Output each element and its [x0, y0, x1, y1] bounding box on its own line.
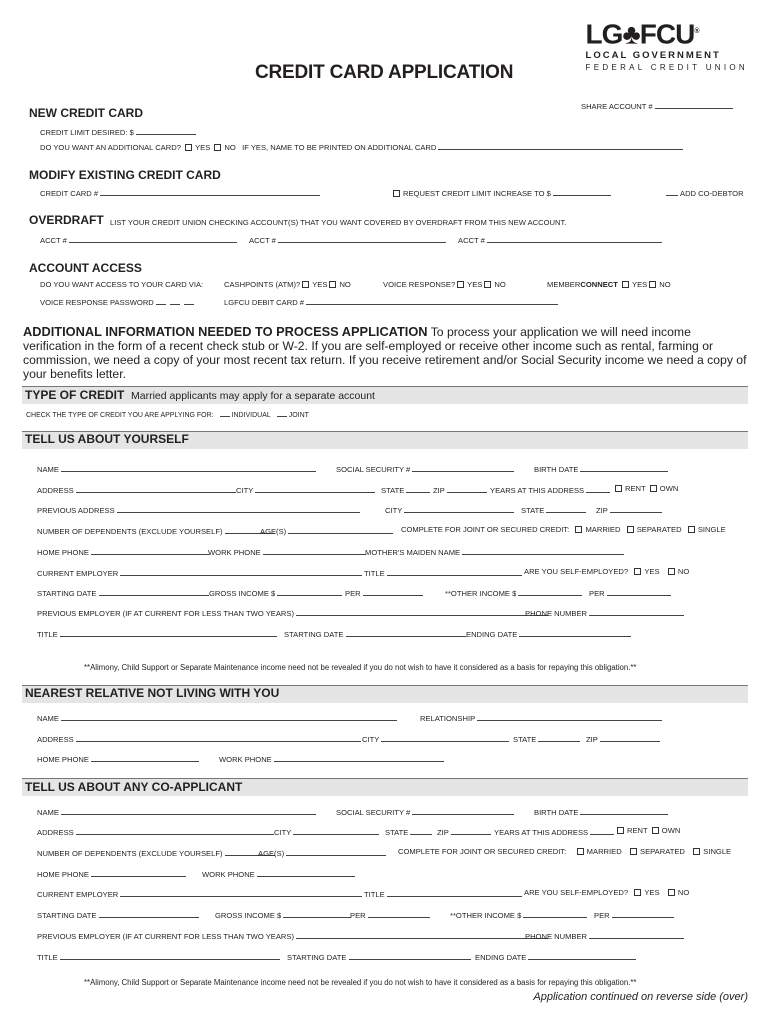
acct-label: ACCT #: [40, 236, 67, 245]
ending-date-field[interactable]: [466, 628, 633, 639]
additional-info-text: To process your application we will need income verification in the form of a recent check stub or W-2. If you are self-employed or receive other income such as rental, farming or commission, we need a copy of your most recent tax return. If you receive retirement and/or Social Security income we need a copy of your benefits letter.: [23, 325, 747, 381]
starting-date-label: STARTING DATE: [287, 953, 347, 962]
co-job-title-field[interactable]: [37, 951, 282, 962]
relative-state-field[interactable]: [513, 733, 582, 744]
complete-label: COMPLETE FOR JOINT OR SECURED CREDIT:: [401, 525, 570, 534]
starting-date-label: STARTING DATE: [37, 589, 97, 598]
maiden-name-field[interactable]: [365, 546, 626, 557]
prev-employer-label: PREVIOUS EMPLOYER (IF AT CURRENT FOR LESS THAN TWO YEARS): [37, 609, 294, 618]
registered-mark: ®: [694, 28, 699, 35]
starting-date-label: STARTING DATE: [37, 911, 97, 920]
increase-amount[interactable]: [553, 187, 611, 196]
home-phone-label: HOME PHONE: [37, 755, 89, 764]
own-checkbox[interactable]: [652, 827, 659, 834]
relative-name-field[interactable]: [37, 712, 399, 723]
footer-note: Application continued on reverse side (over): [533, 991, 748, 1003]
debit-card-label: LGFCU DEBIT CARD #: [224, 298, 305, 307]
co-title-field[interactable]: [364, 888, 524, 899]
married-label: MARRIED: [585, 525, 621, 534]
address-label: ADDRESS: [37, 735, 74, 744]
yes-label: YES: [632, 280, 648, 289]
increase-label: REQUEST CREDIT LIMIT INCREASE TO $: [403, 189, 551, 198]
additional-name-label: IF YES, NAME TO BE PRINTED ON ADDITIONAL CARD: [242, 143, 437, 152]
no-label: NO: [659, 280, 671, 289]
no-label: NO: [224, 143, 236, 152]
separated-checkbox[interactable]: [630, 848, 637, 855]
no-label: NO: [339, 280, 351, 289]
yourself-heading: TELL US ABOUT YOURSELF: [25, 432, 189, 446]
cashpoints-label: CASHPOINTS (ATM)?: [224, 280, 301, 289]
home-phone-field[interactable]: [37, 546, 211, 557]
state-label: STATE: [381, 486, 405, 495]
memberconnect-row: [547, 280, 671, 289]
cashpoints-row: [224, 280, 351, 289]
co-ending-date-field[interactable]: [475, 951, 638, 962]
other-per-field[interactable]: [589, 587, 673, 598]
limit-increase-field: [391, 187, 613, 198]
co-name-field[interactable]: [37, 806, 318, 817]
new-card-heading: NEW CREDIT CARD: [29, 106, 143, 120]
title-label: TITLE: [37, 953, 58, 962]
city-label: CITY: [274, 828, 292, 837]
city-label: CITY: [362, 735, 380, 744]
type-of-credit-title: [25, 388, 375, 402]
self-employed-label: ARE YOU SELF-EMPLOYED?: [524, 888, 629, 897]
member-label: MEMBER: [547, 280, 581, 289]
no-checkbox[interactable]: [329, 281, 336, 288]
relative-city-field[interactable]: [362, 733, 511, 744]
zip-field[interactable]: [433, 484, 489, 495]
phone-number-label: PHONE NUMBER: [525, 932, 588, 941]
additional-card-question: DO YOU WANT AN ADDITIONAL CARD?: [40, 143, 181, 152]
relative-work-phone-field[interactable]: [219, 753, 446, 764]
married-checkbox[interactable]: [577, 848, 584, 855]
share-account-field[interactable]: [581, 100, 735, 111]
acct-field-3[interactable]: [458, 234, 664, 245]
no-checkbox[interactable]: [484, 281, 491, 288]
access-heading: ACCOUNT ACCESS: [29, 261, 142, 275]
address-label: ADDRESS: [37, 828, 74, 837]
ending-date-label: ENDING DATE: [475, 953, 527, 962]
overdraft-heading: OVERDRAFT: [29, 213, 104, 227]
co-phone-number-field[interactable]: [525, 930, 686, 941]
joint-label: JOINT: [288, 412, 309, 419]
additional-card-row: [40, 141, 685, 152]
ages-field[interactable]: [260, 525, 395, 536]
per-label: PER: [589, 589, 605, 598]
years-field[interactable]: [490, 484, 612, 495]
additional-info-heading: ADDITIONAL INFORMATION NEEDED TO PROCESS APPLICATION: [23, 324, 428, 339]
job-title-field[interactable]: [37, 628, 279, 639]
complete-label: COMPLETE FOR JOINT OR SECURED CREDIT:: [398, 847, 567, 856]
co-zip-field[interactable]: [437, 826, 493, 837]
yes-checkbox[interactable]: [302, 281, 309, 288]
increase-checkbox[interactable]: [393, 190, 400, 197]
city-label: CITY: [236, 486, 254, 495]
other-income-label: **OTHER INCOME $: [445, 589, 517, 598]
name-label: NAME: [37, 465, 59, 474]
rent-label: RENT: [627, 826, 648, 835]
city-field[interactable]: [236, 484, 377, 495]
prev-city-field[interactable]: [385, 504, 516, 515]
ages-label: AGE(S): [258, 849, 285, 858]
acct-field-1[interactable]: [40, 234, 239, 245]
no-label: NO: [494, 280, 506, 289]
home-phone-label: HOME PHONE: [37, 870, 89, 879]
work-phone-field[interactable]: [208, 546, 368, 557]
address-field[interactable]: [37, 484, 238, 495]
years-label: YEARS AT THIS ADDRESS: [494, 828, 589, 837]
logo-mark: LG♣FCU: [585, 18, 695, 50]
work-phone-label: WORK PHONE: [202, 870, 255, 879]
other-income-field[interactable]: [445, 587, 584, 598]
logo-line1: LOCAL GOVERNMENT: [585, 50, 721, 62]
acct-label: ACCT #: [249, 236, 276, 245]
dependents-field[interactable]: [37, 525, 277, 536]
share-account-label: SHARE ACCOUNT #: [581, 102, 653, 111]
work-phone-label: WORK PHONE: [219, 755, 272, 764]
birth-date-label: BIRTH DATE: [534, 808, 579, 817]
address-label: ADDRESS: [37, 486, 74, 495]
yes-label: YES: [644, 888, 660, 897]
employer-label: CURRENT EMPLOYER: [37, 890, 119, 899]
separated-label: SEPARATED: [640, 847, 685, 856]
co-per-field[interactable]: [350, 909, 432, 920]
type-of-credit-heading: TYPE OF CREDIT: [25, 388, 125, 402]
ssn-label: SOCIAL SECURITY #: [336, 465, 411, 474]
co-ages-field[interactable]: [258, 847, 388, 858]
co-work-phone-field[interactable]: [202, 868, 357, 879]
ssn-label: SOCIAL SECURITY #: [336, 808, 411, 817]
single-checkbox[interactable]: [693, 848, 700, 855]
lgfcu-logo: [586, 18, 748, 72]
rent-label: RENT: [625, 484, 646, 493]
name-field[interactable]: [37, 463, 318, 474]
separated-label: SEPARATED: [636, 525, 682, 534]
relative-address-field[interactable]: [37, 733, 363, 744]
relationship-field[interactable]: [420, 712, 664, 723]
voice-password-label: VOICE RESPONSE PASSWORD: [40, 298, 154, 307]
single-label: SINGLE: [697, 525, 726, 534]
separated-checkbox[interactable]: [627, 526, 634, 533]
credit-card-number-field[interactable]: [40, 187, 322, 198]
no-label: NO: [677, 888, 690, 897]
ending-date-label: ENDING DATE: [466, 630, 518, 639]
per-field[interactable]: [345, 587, 425, 598]
co-state-field[interactable]: [385, 826, 434, 837]
no-checkbox[interactable]: [214, 144, 221, 151]
state-field[interactable]: [381, 484, 432, 495]
zip-label: ZIP: [433, 486, 445, 495]
co-marital-row: [398, 847, 731, 856]
yes-checkbox[interactable]: [634, 568, 641, 575]
employer-field[interactable]: [37, 567, 364, 578]
relative-heading: NEAREST RELATIVE NOT LIVING WITH YOU: [25, 686, 280, 700]
title-label: TITLE: [364, 569, 385, 578]
credit-type-row: [26, 408, 309, 419]
acct-label: ACCT #: [458, 236, 485, 245]
dependents-label: NUMBER OF DEPENDENTS (EXCLUDE YOURSELF): [37, 849, 223, 858]
own-label: OWN: [661, 826, 681, 835]
credit-limit-field[interactable]: [40, 126, 198, 137]
own-checkbox[interactable]: [650, 485, 657, 492]
name-label: NAME: [37, 808, 59, 817]
co-years-field[interactable]: [494, 826, 616, 837]
co-dependents-field[interactable]: [37, 847, 277, 858]
yes-checkbox[interactable]: [457, 281, 464, 288]
gross-income-label: GROSS INCOME $: [209, 589, 276, 598]
yes-label: YES: [312, 280, 328, 289]
married-checkbox[interactable]: [575, 526, 582, 533]
prev-address-field[interactable]: [37, 504, 362, 515]
dependents-label: NUMBER OF DEPENDENTS (EXCLUDE YOURSELF): [37, 527, 223, 536]
co-birth-date-field[interactable]: [534, 806, 670, 817]
per-label: PER: [350, 911, 366, 920]
access-via-label: DO YOU WANT ACCESS TO YOUR CARD VIA:: [40, 280, 204, 289]
name-label: NAME: [37, 714, 59, 723]
own-label: OWN: [659, 484, 679, 493]
self-employed-label: ARE YOU SELF-EMPLOYED?: [524, 567, 629, 576]
prev-zip-field[interactable]: [596, 504, 664, 515]
title-label: TITLE: [364, 890, 385, 899]
logo-line2: FEDERAL CREDIT UNION: [585, 63, 748, 73]
title-field[interactable]: [364, 567, 524, 578]
co-rent-own-row: [615, 826, 680, 835]
yes-label: YES: [644, 567, 660, 576]
co-other-per-field[interactable]: [594, 909, 676, 920]
joint-mark[interactable]: [277, 408, 287, 417]
ssn-field[interactable]: [336, 463, 516, 474]
phone-number-field[interactable]: [525, 607, 686, 618]
married-label: MARRIED: [586, 847, 622, 856]
modify-heading: MODIFY EXISTING CREDIT CARD: [29, 168, 221, 182]
starting-date-field[interactable]: [37, 587, 211, 598]
voice-label: VOICE RESPONSE?: [383, 280, 456, 289]
zip-label: ZIP: [586, 735, 598, 744]
yes-checkbox[interactable]: [634, 889, 641, 896]
other-income-label: **OTHER INCOME $: [450, 911, 522, 920]
co-alimony-note: **Alimony, Child Support or Separate Maintenance income need not be revealed if you do not wish to have it considered as a basis for repaying this obligation.**: [84, 978, 637, 987]
self-employed-row: [524, 567, 689, 576]
home-phone-label: HOME PHONE: [37, 548, 89, 557]
co-self-employed-row: [524, 888, 689, 897]
single-label: SINGLE: [703, 847, 732, 856]
co-city-field[interactable]: [274, 826, 381, 837]
additional-name-field[interactable]: [438, 141, 683, 150]
type-of-credit-sub: Married applicants may apply for a separate account: [131, 390, 375, 402]
no-checkbox[interactable]: [649, 281, 656, 288]
additional-info-block: [23, 325, 748, 381]
debit-card-field[interactable]: [224, 296, 560, 307]
no-label: NO: [677, 567, 690, 576]
years-label: YEARS AT THIS ADDRESS: [490, 486, 585, 495]
job-starting-field[interactable]: [284, 628, 468, 639]
birth-date-field[interactable]: [534, 463, 670, 474]
acct-field-2[interactable]: [249, 234, 448, 245]
yes-label: YES: [195, 143, 211, 152]
per-label: PER: [594, 911, 610, 920]
zip-label: ZIP: [437, 828, 449, 837]
relative-zip-field[interactable]: [586, 733, 662, 744]
voice-row: [383, 280, 506, 289]
title-label: TITLE: [37, 630, 58, 639]
per-label: PER: [345, 589, 361, 598]
no-checkbox[interactable]: [668, 568, 675, 575]
co-other-income-field[interactable]: [450, 909, 589, 920]
state-label: STATE: [521, 506, 545, 515]
prev-employer-field[interactable]: [37, 607, 550, 618]
alimony-note: **Alimony, Child Support or Separate Maintenance income need not be revealed if you do not wish to have it considered as a basis for repaying this obligation.**: [84, 663, 637, 672]
marital-row: [401, 525, 726, 534]
credit-card-number-label: CREDIT CARD #: [40, 189, 99, 198]
city-label: CITY: [385, 506, 403, 515]
form-title: CREDIT CARD APPLICATION: [255, 62, 514, 83]
co-starting-date-field[interactable]: [37, 909, 201, 920]
coapp-heading: TELL US ABOUT ANY CO-APPLICANT: [25, 780, 243, 794]
relative-home-phone-field[interactable]: [37, 753, 201, 764]
birth-date-label: BIRTH DATE: [534, 465, 579, 474]
co-prev-employer-field[interactable]: [37, 930, 550, 941]
state-label: STATE: [385, 828, 409, 837]
voice-password-field[interactable]: [40, 296, 196, 307]
prev-state-field[interactable]: [521, 504, 588, 515]
individual-label: INDIVIDUAL: [231, 412, 271, 419]
co-job-starting-field[interactable]: [287, 951, 473, 962]
rent-checkbox[interactable]: [617, 827, 624, 834]
prev-employer-label: PREVIOUS EMPLOYER (IF AT CURRENT FOR LESS THAN TWO YEARS): [37, 932, 294, 941]
single-checkbox[interactable]: [688, 526, 695, 533]
co-employer-field[interactable]: [37, 888, 364, 899]
rent-checkbox[interactable]: [615, 485, 622, 492]
co-debtor-label: ADD CO-DEBTOR: [680, 189, 744, 198]
state-label: STATE: [513, 735, 537, 744]
ages-label: AGE(S): [260, 527, 287, 536]
individual-mark[interactable]: [220, 408, 230, 417]
gross-income-label: GROSS INCOME $: [215, 911, 282, 920]
co-debtor-field[interactable]: [664, 187, 744, 198]
connect-label: CONNECT: [580, 280, 618, 289]
yes-checkbox[interactable]: [185, 144, 192, 151]
co-ssn-field[interactable]: [336, 806, 516, 817]
credit-type-label: CHECK THE TYPE OF CREDIT YOU ARE APPLYING FOR:: [26, 412, 214, 419]
maiden-name-label: MOTHER'S MAIDEN NAME: [365, 548, 461, 557]
co-home-phone-field[interactable]: [37, 868, 188, 879]
no-checkbox[interactable]: [668, 889, 675, 896]
starting-date-label: STARTING DATE: [284, 630, 344, 639]
yes-label: YES: [467, 280, 483, 289]
co-address-field[interactable]: [37, 826, 276, 837]
zip-label: ZIP: [596, 506, 608, 515]
phone-number-label: PHONE NUMBER: [525, 609, 588, 618]
overdraft-desc: LIST YOUR CREDIT UNION CHECKING ACCOUNT(S) THAT YOU WANT COVERED BY OVERDRAFT FROM THIS NEW ACCOUNT.: [110, 218, 567, 227]
gross-income-field[interactable]: [209, 587, 344, 598]
prev-address-label: PREVIOUS ADDRESS: [37, 506, 115, 515]
credit-limit-label: CREDIT LIMIT DESIRED: $: [40, 128, 134, 137]
co-gross-income-field[interactable]: [215, 909, 353, 920]
employer-label: CURRENT EMPLOYER: [37, 569, 119, 578]
rent-own-row: [613, 484, 678, 493]
yes-checkbox[interactable]: [622, 281, 629, 288]
relationship-label: RELATIONSHIP: [420, 714, 476, 723]
work-phone-label: WORK PHONE: [208, 548, 261, 557]
